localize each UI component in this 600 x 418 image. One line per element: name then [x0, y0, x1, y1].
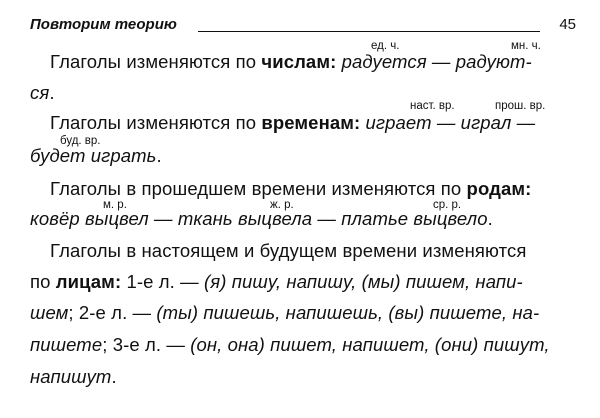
- note-singular: ед. ч.: [371, 40, 400, 52]
- note-plural: мн. ч.: [511, 40, 541, 52]
- keyword-tenses: временам:: [261, 112, 361, 133]
- note-present: наст. вр.: [410, 100, 455, 112]
- note-masculine: м. р.: [103, 199, 127, 211]
- p4-line-5: напишут.: [30, 366, 117, 387]
- p4-line-3: шем; 2-е л. — (ты) пишешь, напишешь, (вы) пишете, на-: [30, 302, 540, 323]
- p4-line-4: пишете; 3-е л. — (он, она) пишет, напишет, (они) пишут,: [30, 334, 550, 355]
- p1-line-2: ся.: [30, 82, 55, 103]
- keyword-numbers: числам:: [261, 51, 337, 72]
- p4-line-2: по лицам: 1-е л. — (я) пишу, напишу, (мы) пишем, напи-: [30, 271, 523, 292]
- keyword-persons: лицам:: [55, 271, 122, 292]
- p4-line-1: Глаголы в настоящем и будущем времени изменяются: [50, 240, 527, 261]
- note-neuter: ср. р.: [433, 199, 462, 211]
- header-rule: [198, 31, 540, 32]
- p2-line-1: Глаголы изменяются по временам: играет — играл —: [50, 112, 536, 133]
- note-future: буд. вр.: [60, 135, 101, 147]
- p3-line-1: Глаголы в прошедшем времени изменяются по родам:: [50, 178, 532, 199]
- page-header: [30, 16, 576, 36]
- p1-line-1: Глаголы изменяются по числам: радуется — радуют-: [50, 51, 532, 72]
- section-title: Повторим теорию: [30, 16, 177, 33]
- note-past: прош. вр.: [495, 100, 546, 112]
- note-feminine: ж. р.: [270, 199, 294, 211]
- p2-line-2: будет играть.: [30, 145, 162, 166]
- page-number: 45: [559, 16, 576, 33]
- keyword-genders: родам:: [466, 178, 532, 199]
- p3-line-2: ковёр выцвел — ткань выцвела — платье выцвело.: [30, 208, 493, 229]
